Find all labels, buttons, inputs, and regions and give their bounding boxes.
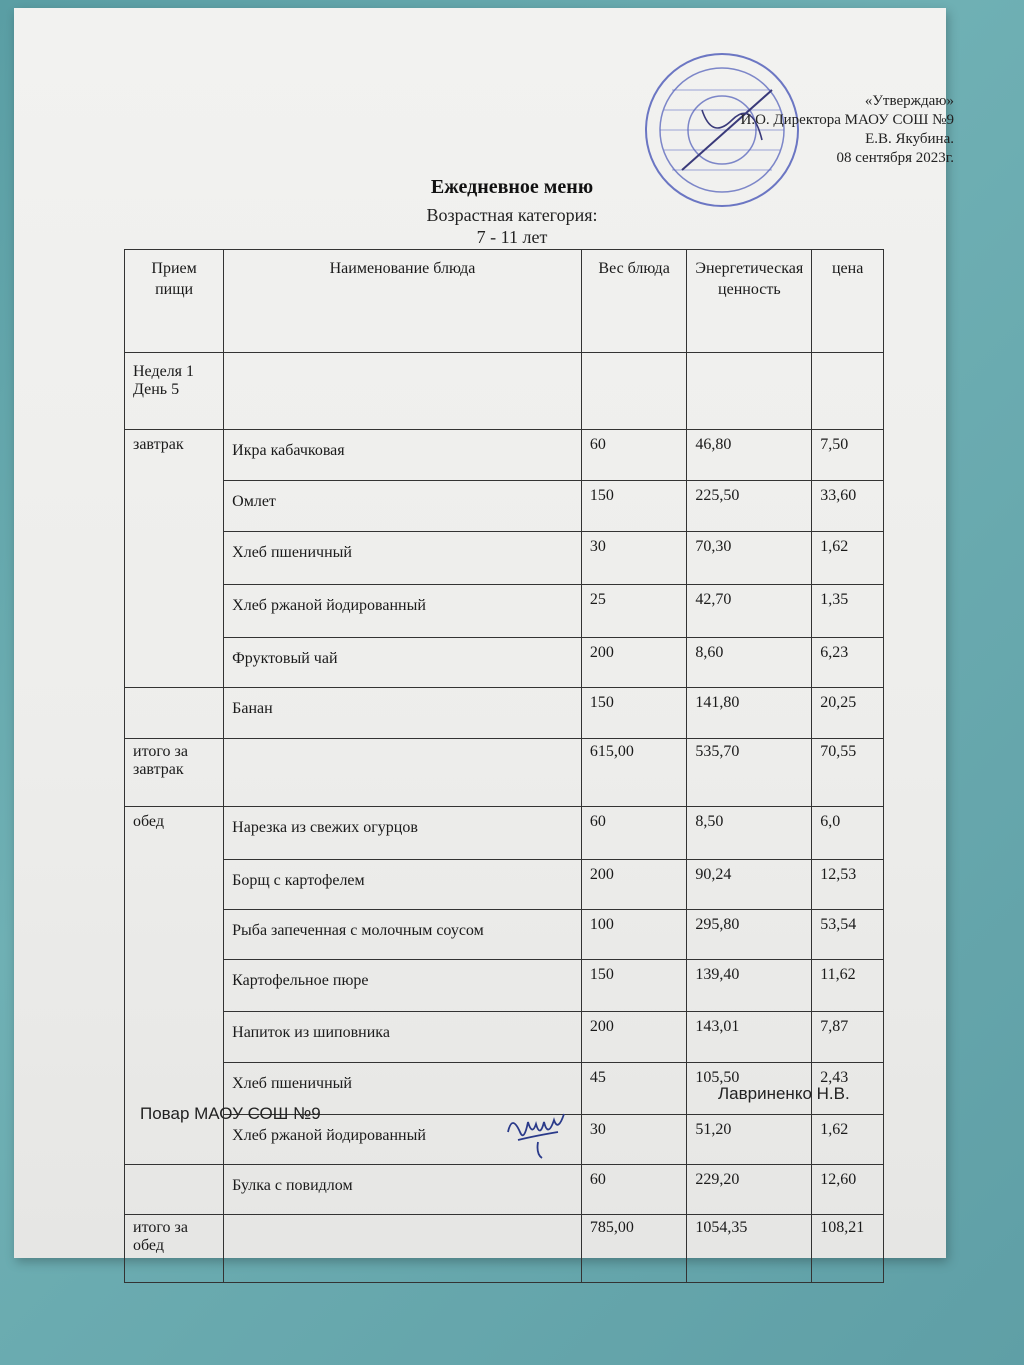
dish-cell: Хлеб пшеничный [224, 532, 582, 585]
meal-cell [125, 1165, 224, 1215]
dish-cell: Икра кабачковая [224, 430, 582, 481]
price-cell: 1,62 [812, 532, 884, 585]
energy-cell: 139,40 [687, 960, 812, 1012]
weight-cell: 200 [581, 1012, 687, 1063]
price-cell: 6,23 [812, 638, 884, 688]
dish-cell: Нарезка из свежих огурцов [224, 807, 582, 860]
dish-cell: Рыба запеченная с молочным соусом [224, 910, 582, 960]
meal-cell [125, 688, 224, 739]
cook-label: Повар МАОУ СОШ №9 [140, 1104, 321, 1123]
energy-cell: 51,20 [687, 1115, 812, 1165]
table-row [125, 638, 884, 688]
table-row [125, 807, 884, 860]
energy-cell: 141,80 [687, 688, 812, 739]
document-title: Ежедневное меню [430, 176, 594, 198]
energy-cell: 105,50 [687, 1063, 812, 1115]
day-row [125, 353, 884, 430]
dish-cell: Хлеб пшеничный [224, 1063, 582, 1115]
energy-cell: 229,20 [687, 1165, 812, 1215]
weight-cell: 60 [581, 430, 687, 481]
header-price: цена [812, 250, 884, 353]
weight-cell: 150 [581, 481, 687, 532]
approval-line-3: Е.В. Якубина. [865, 131, 954, 147]
table-header-row [125, 250, 884, 353]
dish-cell: Хлеб ржаной йодированный [224, 1115, 582, 1165]
energy-cell: 295,80 [687, 910, 812, 960]
energy-cell: 8,50 [687, 807, 812, 860]
dish-cell: Омлет [224, 481, 582, 532]
price-cell: 6,0 [812, 807, 884, 860]
meal-cell [125, 532, 224, 585]
weight-cell: 150 [581, 688, 687, 739]
total-row [125, 1215, 884, 1283]
table-row [125, 585, 884, 638]
dish-cell: Фруктовый чай [224, 638, 582, 688]
dish-cell [224, 1215, 582, 1283]
table-row [125, 1012, 884, 1063]
day-label: Неделя 1 День 5 [125, 353, 224, 430]
energy-cell: 143,01 [687, 1012, 812, 1063]
weight-cell: 60 [581, 1165, 687, 1215]
price-cell: 2,43 [812, 1063, 884, 1115]
weight-cell: 100 [581, 910, 687, 960]
dish-cell: Картофельное пюре [224, 960, 582, 1012]
meal-cell [125, 860, 224, 910]
table-row [125, 860, 884, 910]
meal-cell: обед [125, 807, 224, 860]
weight-cell: 200 [581, 860, 687, 910]
age-category-label: Возрастная категория: [426, 205, 598, 225]
table-row [125, 960, 884, 1012]
age-category [0, 204, 1024, 248]
table-row [125, 481, 884, 532]
dish-cell: Хлеб ржаной йодированный [224, 585, 582, 638]
weight-cell: 25 [581, 585, 687, 638]
meal-cell [125, 1012, 224, 1063]
approval-block [740, 92, 954, 168]
price-cell: 7,50 [812, 430, 884, 481]
meal-cell [125, 910, 224, 960]
energy-cell: 42,70 [687, 585, 812, 638]
meal-cell: итого за завтрак [125, 739, 224, 807]
energy-cell: 70,30 [687, 532, 812, 585]
price-cell: 1,35 [812, 585, 884, 638]
meal-cell [125, 585, 224, 638]
weight-cell: 45 [581, 1063, 687, 1115]
header-dish-name: Наименование блюда [224, 250, 582, 353]
meal-cell: итого за обед [125, 1215, 224, 1283]
total-row [125, 739, 884, 807]
energy-cell: 46,80 [687, 430, 812, 481]
meal-cell [125, 960, 224, 1012]
meal-cell: завтрак [125, 430, 224, 481]
dish-cell: Булка с повидлом [224, 1165, 582, 1215]
price-cell: 33,60 [812, 481, 884, 532]
price-cell: 11,62 [812, 960, 884, 1012]
meal-cell [125, 481, 224, 532]
dish-cell [224, 739, 582, 807]
price-cell: 108,21 [812, 1215, 884, 1283]
table-row [125, 430, 884, 481]
header-meal: Прием пищи [125, 250, 224, 353]
weight-cell: 60 [581, 807, 687, 860]
price-cell: 20,25 [812, 688, 884, 739]
price-cell: 12,53 [812, 860, 884, 910]
signature [498, 1092, 578, 1162]
dish-cell: Напиток из шиповника [224, 1012, 582, 1063]
header-energy: Энергетическая ценность [687, 250, 812, 353]
header-weight: Вес блюда [581, 250, 687, 353]
age-category-value: 7 - 11 лет [476, 227, 548, 247]
table-row [125, 688, 884, 739]
table-row [125, 910, 884, 960]
approval-line-1: «Утверждаю» [864, 93, 954, 109]
energy-cell: 8,60 [687, 638, 812, 688]
meal-cell [125, 638, 224, 688]
dish-cell: Банан [224, 688, 582, 739]
weight-cell: 200 [581, 638, 687, 688]
weight-cell: 615,00 [581, 739, 687, 807]
price-cell: 7,87 [812, 1012, 884, 1063]
approval-line-4: 08 сентября 2023г. [836, 150, 954, 166]
price-cell: 1,62 [812, 1115, 884, 1165]
price-cell: 12,60 [812, 1165, 884, 1215]
table-row [125, 1165, 884, 1215]
energy-cell: 90,24 [687, 860, 812, 910]
approval-line-2: И.О. Директора МАОУ СОШ №9 [740, 112, 954, 128]
dish-cell: Борщ с картофелем [224, 860, 582, 910]
energy-cell: 535,70 [687, 739, 812, 807]
weight-cell: 30 [581, 532, 687, 585]
weight-cell: 150 [581, 960, 687, 1012]
price-cell: 53,54 [812, 910, 884, 960]
weight-cell: 785,00 [581, 1215, 687, 1283]
energy-cell: 225,50 [687, 481, 812, 532]
weight-cell: 30 [581, 1115, 687, 1165]
table-row [125, 532, 884, 585]
energy-cell: 1054,35 [687, 1215, 812, 1283]
price-cell: 70,55 [812, 739, 884, 807]
cook-name: Лавриненко Н.В. [718, 1084, 850, 1103]
